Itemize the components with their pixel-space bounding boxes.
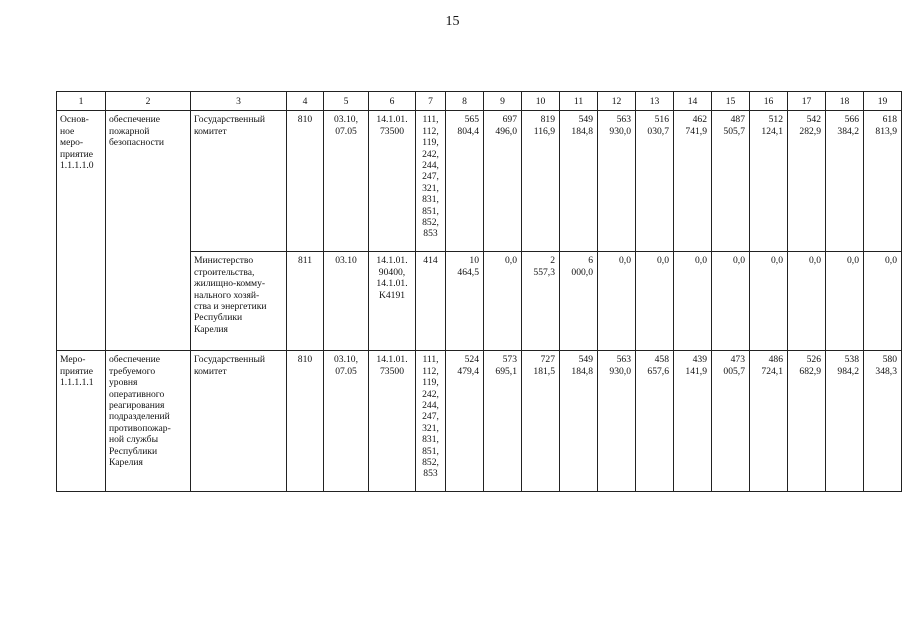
value-cell: 565 804,4 <box>446 111 484 252</box>
column-number: 19 <box>864 92 902 111</box>
value-cell: 0,0 <box>636 252 674 351</box>
value-cell: 486 724,1 <box>750 351 788 492</box>
column-number: 15 <box>712 92 750 111</box>
expense-type-cell: 111, 112, 119, 242, 244, 247, 321, 831, 851, 852, 853 <box>416 351 446 492</box>
target-article-cell: 14.1.01. 90400, 14.1.01. K4191 <box>369 252 416 351</box>
value-cell: 0,0 <box>750 252 788 351</box>
column-number: 1 <box>57 92 106 111</box>
event-code-cell: Меро- приятие 1.1.1.1.1 <box>57 351 106 492</box>
budget-table <box>56 91 902 492</box>
column-number: 5 <box>324 92 369 111</box>
table-row <box>57 111 902 252</box>
value-cell: 563 930,0 <box>598 351 636 492</box>
value-cell: 618 813,9 <box>864 111 902 252</box>
column-number: 13 <box>636 92 674 111</box>
executor-cell: Государственный комитет <box>191 111 287 252</box>
value-cell: 0,0 <box>788 252 826 351</box>
value-cell: 549 184,8 <box>560 111 598 252</box>
event-code-cell: Основ- ное меро- приятие 1.1.1.1.0 <box>57 111 106 351</box>
executor-cell: Министерство строительства, жилищно-комму- нального хозяй- ства и энергетики Республики Карелия <box>191 252 287 351</box>
column-number: 6 <box>369 92 416 111</box>
column-number: 8 <box>446 92 484 111</box>
column-number: 4 <box>287 92 324 111</box>
value-cell: 439 141,9 <box>674 351 712 492</box>
value-cell: 580 348,3 <box>864 351 902 492</box>
expense-type-cell: 414 <box>416 252 446 351</box>
value-cell: 538 984,2 <box>826 351 864 492</box>
column-number: 18 <box>826 92 864 111</box>
value-cell: 462 741,9 <box>674 111 712 252</box>
value-cell: 563 930,0 <box>598 111 636 252</box>
column-number: 11 <box>560 92 598 111</box>
column-number: 2 <box>106 92 191 111</box>
column-number: 16 <box>750 92 788 111</box>
value-cell: 524 479,4 <box>446 351 484 492</box>
code-cell: 810 <box>287 111 324 252</box>
column-number: 9 <box>484 92 522 111</box>
column-number: 14 <box>674 92 712 111</box>
section-cell: 03.10, 07.05 <box>324 111 369 252</box>
value-cell: 0,0 <box>484 252 522 351</box>
value-cell: 727 181,5 <box>522 351 560 492</box>
section-cell: 03.10, 07.05 <box>324 351 369 492</box>
value-cell: 473 005,7 <box>712 351 750 492</box>
value-cell: 10 464,5 <box>446 252 484 351</box>
value-cell: 697 496,0 <box>484 111 522 252</box>
value-cell: 0,0 <box>674 252 712 351</box>
value-cell: 458 657,6 <box>636 351 674 492</box>
value-cell: 0,0 <box>712 252 750 351</box>
table-row <box>57 351 902 492</box>
column-number: 17 <box>788 92 826 111</box>
value-cell: 542 282,9 <box>788 111 826 252</box>
column-number: 7 <box>416 92 446 111</box>
executor-cell: Государственный комитет <box>191 351 287 492</box>
value-cell: 487 505,7 <box>712 111 750 252</box>
value-cell: 512 124,1 <box>750 111 788 252</box>
page-number: 15 <box>445 14 460 29</box>
value-cell: 516 030,7 <box>636 111 674 252</box>
value-cell: 566 384,2 <box>826 111 864 252</box>
expense-type-cell: 111, 112, 119, 242, 244, 247, 321, 831, 851, 852, 853 <box>416 111 446 252</box>
value-cell: 2 557,3 <box>522 252 560 351</box>
code-cell: 810 <box>287 351 324 492</box>
value-cell: 526 682,9 <box>788 351 826 492</box>
event-name-cell: обеспечение требуемого уровня оперативного реагирования подразделений противопожар- ной службы Республики Карелия <box>106 351 191 492</box>
section-cell: 03.10 <box>324 252 369 351</box>
event-name-cell: обеспечение пожарной безопасности <box>106 111 191 351</box>
value-cell: 0,0 <box>598 252 636 351</box>
value-cell: 0,0 <box>864 252 902 351</box>
column-number: 10 <box>522 92 560 111</box>
value-cell: 0,0 <box>826 252 864 351</box>
value-cell: 573 695,1 <box>484 351 522 492</box>
value-cell: 6 000,0 <box>560 252 598 351</box>
header-row <box>57 92 902 111</box>
column-number: 3 <box>191 92 287 111</box>
column-number: 12 <box>598 92 636 111</box>
value-cell: 819 116,9 <box>522 111 560 252</box>
code-cell: 811 <box>287 252 324 351</box>
value-cell: 549 184,8 <box>560 351 598 492</box>
target-article-cell: 14.1.01. 73500 <box>369 111 416 252</box>
target-article-cell: 14.1.01. 73500 <box>369 351 416 492</box>
